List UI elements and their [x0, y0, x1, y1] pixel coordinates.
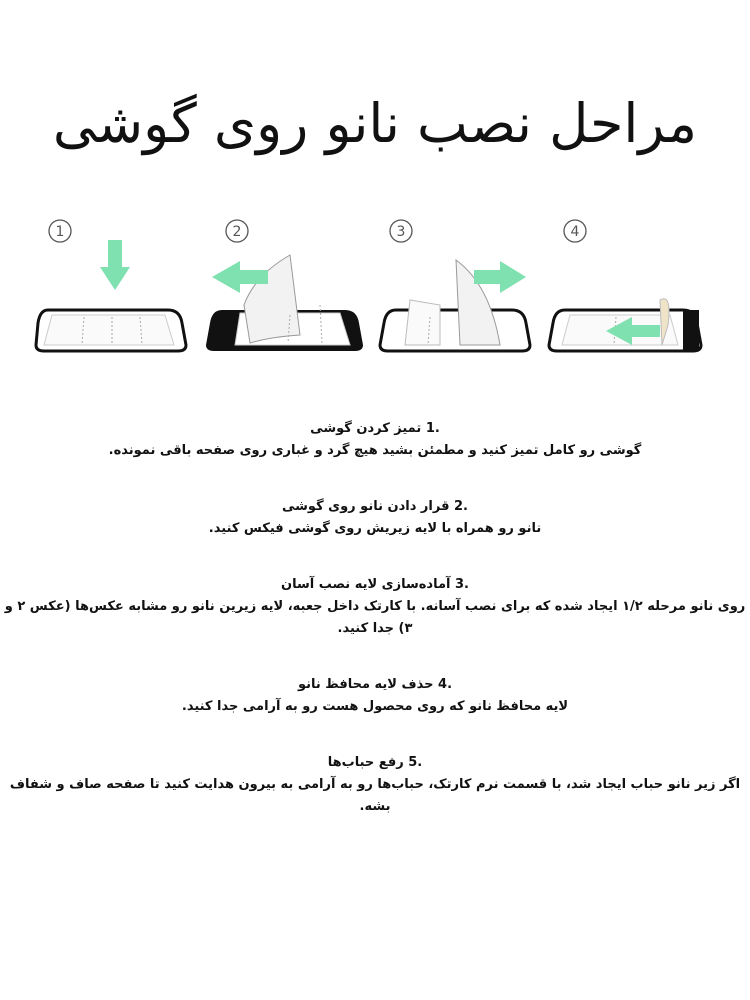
svg-text:4: 4	[570, 224, 580, 240]
step-5	[0, 752, 750, 818]
installation-illustration	[0, 205, 750, 375]
step-1-body: گوشی رو کامل تمیز کنید و مطمئن بشید هیچ گرد و غباری روی صفحه باقی نمونده.	[108, 443, 642, 458]
svg-text:2: 2	[232, 224, 242, 240]
step-3-heading: .3 آماده‌سازی لایه نصب آسان	[280, 577, 469, 592]
step-4-body: لایه محافظ نانو که روی محصول هست رو به آرامی جدا کنید.	[181, 699, 569, 714]
step-number-4	[564, 220, 586, 242]
step-number-1	[49, 220, 71, 242]
page-title: مراحل نصب نانو روی گوشی	[52, 92, 698, 155]
step-5-body: اگر زیر نانو حباب ایجاد شد، با قسمت نرم کارتک، حباب‌ها رو به آرامی به بیرون هدایت کنید تا صفحه صاف و شفاف بشه.	[9, 777, 741, 814]
step-4-heading: .4 حذف لایه محافظ نانو	[297, 677, 453, 692]
step-1	[0, 418, 750, 462]
instruction-steps	[0, 418, 750, 852]
step-2-heading: .2 قرار دادن نانو روی گوشی	[282, 499, 468, 514]
step-4	[0, 674, 750, 718]
step-5-heading: .5 رفع حباب‌ها	[327, 755, 423, 770]
arrow-down-icon	[100, 240, 130, 290]
phone-step-1	[36, 310, 186, 351]
svg-text:1: 1	[55, 224, 65, 240]
step-3-body: روی نانو مرحله ۱/۲ ایجاد شده که برای نصب آسانه. با کارتک داخل جعبه، لایه زیرین نانو رو مشابه عکس‌ها (عکس ۲ و ۳) جدا کنید.	[4, 599, 746, 636]
step-number-3	[390, 220, 412, 242]
step-number-2	[226, 220, 248, 242]
step-1-heading: .1 تمیز کردن گوشی	[310, 421, 440, 436]
step-2-body: نانو رو همراه با لایه زیریش روی گوشی فیکس کنید.	[208, 521, 542, 536]
step-3	[0, 574, 750, 640]
arrow-right-icon	[474, 261, 526, 293]
step-2	[0, 496, 750, 540]
svg-text:3: 3	[396, 224, 406, 240]
